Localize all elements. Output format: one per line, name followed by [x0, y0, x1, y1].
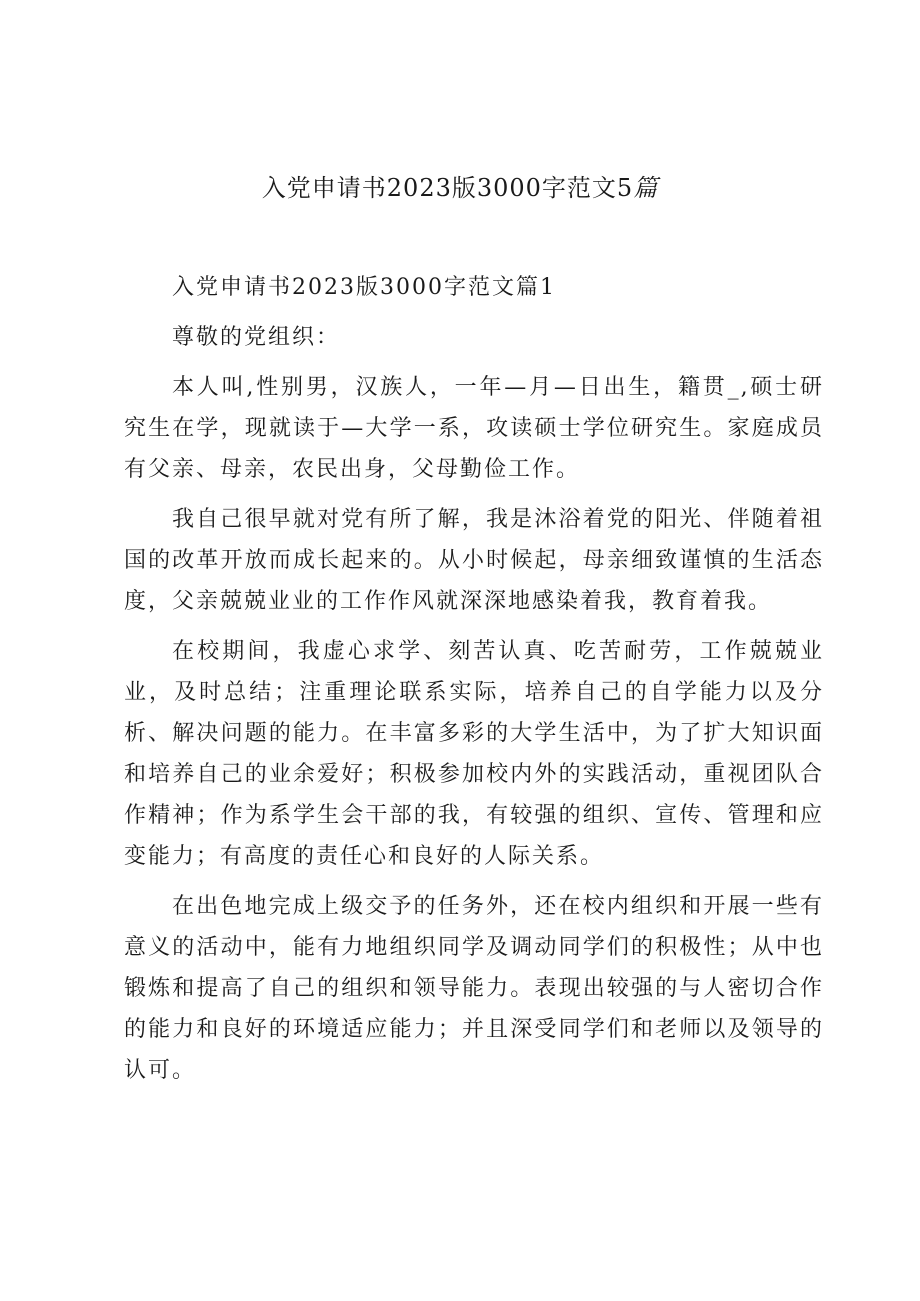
- paragraph: 我自己很早就对党有所了解，我是沐浴着党的阳光、伴随着祖国的改革开放而成长起来的。从小时候起，母亲细致谨慎的生活态度，父亲兢兢业业的工作作风就深深地感染着我，教育着我。: [124, 507, 824, 614]
- salutation: 尊敬的党组织：: [172, 325, 341, 350]
- section-heading: 入党申请书2023版3000字范文篇1: [172, 275, 556, 300]
- document-title-main: 入党申请书2023版3000字范文5: [261, 174, 634, 202]
- paragraph: 在出色地完成上级交予的任务外，还在校内组织和开展一些有意义的活动中，能有力地组织同学及调动同学们的积极性；从中也锻炼和提高了自己的组织和领导能力。表现出较强的与人密切合作的能力和良好的环境适应能力；并且深受同学们和老师以及领导的认可。: [124, 894, 824, 1083]
- paragraph: 在校期间，我虚心求学、刻苦认真、吃苦耐劳，工作兢兢业业，及时总结；注重理论联系实际，培养自己的自学能力以及分析、解决问题的能力。在丰富多彩的大学生活中，为了扩大知识面和培养自己的业余爱好；积极参加校内外的实践活动，重视团队合作精神；作为系学生会干部的我，有较强的组织、宣传、管理和应变能力；有高度的责任心和良好的人际关系。: [124, 639, 824, 869]
- document-title: [0, 170, 920, 206]
- paragraph: 本人叫,性别男，汉族人，一年—月—日出生，籍贯_,硕士研究生在学，现就读于—大学一系，攻读硕士学位研究生。家庭成员有父亲、母亲，农民出身，父母勤俭工作。: [124, 375, 824, 482]
- document-body: [124, 267, 824, 1100]
- document-title-tail: 篇: [633, 174, 659, 202]
